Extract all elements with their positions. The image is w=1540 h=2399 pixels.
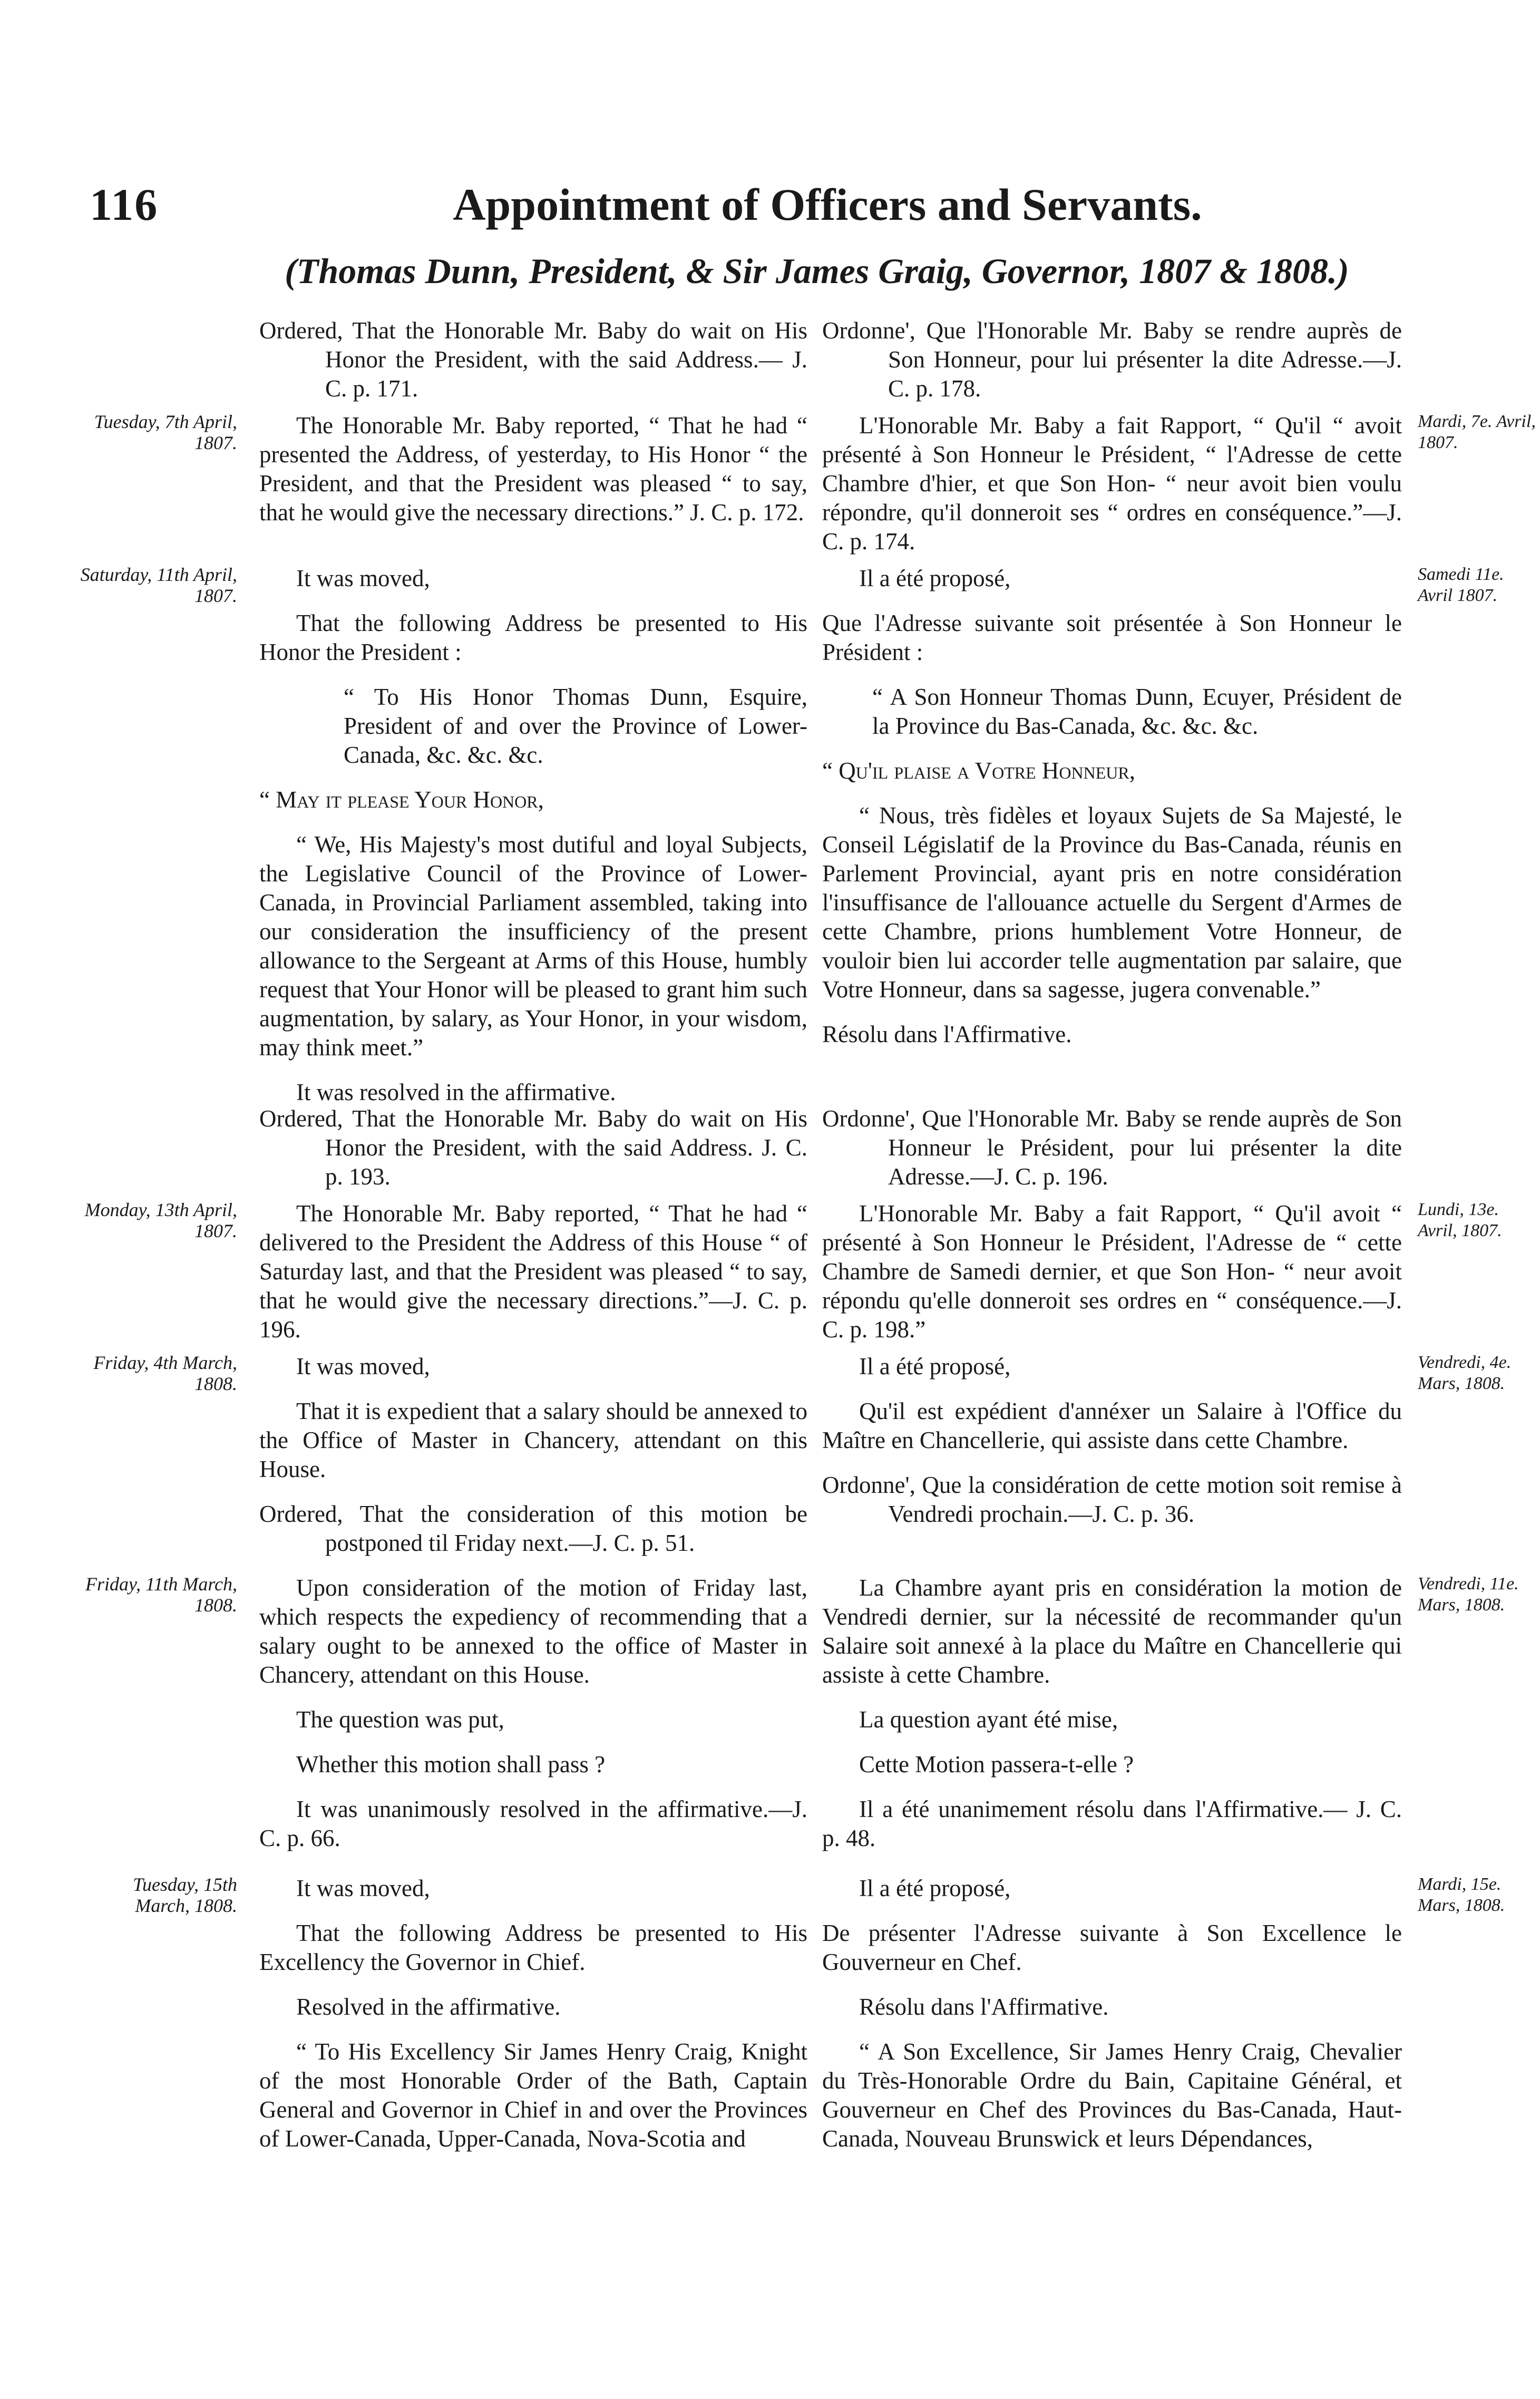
address-body: “ Nous, très fidèles et loyaux Sujets de Sa Majesté, le Conseil Législatif de la Province du Bas-Canada, réunis en Parlement Provincial, ayant pris en notre considération l'insuffisance de l'allouance actuelle du Sergent d'Armes de cette Chambre, prions humblement Votre Honneur, de vouloir bien lui accorder telle augmentation par salaire, que Votre Honneur, dans sa sagesse, jugera convenable.” bbox=[822, 802, 1402, 1003]
order: Ordered, That the consideration of this motion be postponed til Friday next.—J. C. p. 51. bbox=[259, 1501, 807, 1556]
address-heading: “ A Son Honneur Thomas Dunn, Ecuyer, Président de la Province du Bas-Canada, &c. &c. &c. bbox=[872, 684, 1402, 739]
french-column bbox=[822, 1352, 1402, 1529]
paragraph: Que l'Adresse suivante soit présentée à Son Honneur le Président : bbox=[822, 610, 1402, 665]
english-column bbox=[259, 1574, 807, 1853]
page-title: Appointment of Officers and Servants. bbox=[453, 179, 1202, 230]
margin-date-left: Tuesday, 7th April, 1807. bbox=[94, 411, 237, 453]
paragraph: Ordonne', Que l'Honorable Mr. Baby se rendre auprès de Son Honneur, pour lui présenter la dite Adresse.—J. C. p. 178. bbox=[822, 317, 1402, 402]
margin-date-left: Friday, 4th March, 1808. bbox=[93, 1352, 237, 1394]
english-column bbox=[259, 1104, 807, 1191]
english-column bbox=[259, 411, 807, 527]
address-heading: “ To His Honor Thomas Dunn, Esquire, President of and over the Province of Lower-Canada, &c. &c. &c. bbox=[344, 684, 807, 768]
paragraph: Cette Motion passera-t-elle ? bbox=[859, 1751, 1134, 1778]
margin-date-right: Mardi, 7e. Avril, 1807. bbox=[1418, 412, 1536, 452]
resolution: Résolu dans l'Affirmative. bbox=[822, 1021, 1072, 1047]
paragraph: Il a été proposé, bbox=[859, 565, 1011, 591]
english-column bbox=[259, 316, 807, 403]
paragraph: Ordonne', Que l'Honorable Mr. Baby se rende auprès de Son Honneur le Président, pour lui présenter la dite Adresse.—J. C. p. 196. bbox=[822, 1105, 1402, 1190]
resolution: Resolved in the affirmative. bbox=[296, 1994, 561, 2020]
paragraph: It was moved, bbox=[296, 1353, 430, 1380]
paragraph: It was moved, bbox=[296, 565, 430, 591]
margin-date-right: Vendredi, 11e. Mars, 1808. bbox=[1418, 1574, 1519, 1615]
english-column bbox=[259, 1874, 807, 2153]
paragraph: Qu'il est expédient d'annéxer un Salaire à l'Office du Maître en Chancellerie, qui assiste dans cette Chambre. bbox=[822, 1398, 1402, 1453]
paragraph: La Chambre ayant pris en considération la motion de Vendredi dernier, sur la nécessité de recommander qu'un Salaire soit annexé à la place du Maître en Chancellerie qui assiste à cette Chambre. bbox=[822, 1575, 1402, 1688]
paragraph: L'Honorable Mr. Baby a fait Rapport, “ Qu'il “ avoit présenté à Son Honneur le Président, “ l'Adresse de cette Chambre d'hier, et que Son Hon- “ neur avoit bien voulu répondre, qu'il donneroit ses “ ordres en conséquence.”—J. C. p. 174. bbox=[822, 412, 1402, 555]
address-body: “ We, His Majesty's most dutiful and loyal Subjects, the Legislative Council of the Province of Lower-Canada, in Provincial Parliament assembled, taking into our consideration the insufficiency of the present allowance to the Sergeant at Arms of this House, humbly request that Your Honor will be pleased to grant him such augmentation, by salary, as Your Honor, in your wisdom, may think meet.” bbox=[259, 831, 807, 1061]
margin-date-left: Friday, 11th March, 1808. bbox=[85, 1574, 237, 1616]
margin-date-right: Lundi, 13e. Avril, 1807. bbox=[1418, 1200, 1502, 1240]
paragraph: Ordered, That the Honorable Mr. Baby do wait on His Honor the President, with the said Address. J. C. p. 193. bbox=[259, 1105, 807, 1190]
margin-date-right: Vendredi, 4e. Mars, 1808. bbox=[1418, 1353, 1512, 1393]
paragraph: The Honorable Mr. Baby reported, “ That he had “ delivered to the President the Address of this House “ of Saturday last, and that the President was pleased “ to say, that he would give the necessary directions.”—J. C. p. 196. bbox=[259, 1200, 807, 1343]
paragraph: L'Honorable Mr. Baby a fait Rapport, “ Qu'il avoit “ présenté à Son Honneur le Président, l'Adresse de “ cette Chambre de Samedi dernier, et que Son Hon- “ neur avoit répondu qu'elle donneroit ses ordres en “ conséquence.—J. C. p. 198.” bbox=[822, 1200, 1402, 1343]
french-column bbox=[822, 316, 1402, 403]
page-number: 116 bbox=[90, 179, 159, 230]
paragraph: Upon consideration of the motion of Friday last, which respects the expediency of recommending that a salary ought to be annexed to the office of Master in Chancery, attendant on this House. bbox=[259, 1575, 807, 1688]
resolution: It was unanimously resolved in the affirmative.—J. C. p. 66. bbox=[259, 1796, 807, 1851]
margin-date-left: Monday, 13th April, 1807. bbox=[84, 1199, 237, 1241]
margin-date-right: Samedi 11e. Avril 1807. bbox=[1418, 565, 1504, 605]
address-heading: “ To His Excellency Sir James Henry Craig, Knight of the most Honorable Order of the Bath, Captain General and Governor in Chief in and over the Provinces of Lower-Canada, Upper-Canada, Nova-Scotia and bbox=[259, 2038, 807, 2152]
resolution: Il a été unanimement résolu dans l'Affirmative.— J. C. p. 48. bbox=[822, 1796, 1402, 1851]
paragraph: Ordered, That the Honorable Mr. Baby do wait on His Honor the President, with the said Address.— J. C. p. 171. bbox=[259, 317, 807, 402]
paragraph: It was moved, bbox=[296, 1875, 430, 1901]
french-column bbox=[822, 1199, 1402, 1344]
resolution: It was resolved in the affirmative. bbox=[296, 1079, 616, 1105]
salutation: “ Qu'il plaise a Votre Honneur, bbox=[822, 757, 1136, 784]
margin-date-right: Mardi, 15e. Mars, 1808. bbox=[1418, 1874, 1505, 1915]
margin-date-left: Tuesday, 15th March, 1808. bbox=[132, 1874, 237, 1916]
paragraph: De présenter l'Adresse suivante à Son Excellence le Gouverneur en Chef. bbox=[822, 1920, 1402, 1975]
salutation: “ May it please Your Honor, bbox=[259, 786, 544, 813]
margin-date-left: Saturday, 11th April, 1807. bbox=[80, 564, 237, 606]
paragraph: Whether this motion shall pass ? bbox=[296, 1751, 606, 1778]
paragraph: The Honorable Mr. Baby reported, “ That he had “ presented the Address, of yesterday, to His Honor “ the President, and that the President was pleased “ to say, that he would give the necessary directions.” J. C. p. 172. bbox=[259, 412, 807, 526]
paragraph: The question was put, bbox=[296, 1706, 504, 1733]
paragraph: Il a été proposé, bbox=[859, 1875, 1011, 1901]
english-column bbox=[259, 564, 807, 1107]
page-subtitle: (Thomas Dunn, President, & Sir James Graig, Governor, 1807 & 1808.) bbox=[285, 251, 1349, 291]
english-column bbox=[259, 1352, 807, 1558]
french-column bbox=[822, 1874, 1402, 2153]
paragraph: La question ayant été mise, bbox=[859, 1706, 1118, 1733]
paragraph: That the following Address be presented to His Honor the President : bbox=[259, 610, 807, 665]
french-column bbox=[822, 411, 1402, 556]
english-column bbox=[259, 1199, 807, 1344]
address-heading: “ A Son Excellence, Sir James Henry Craig, Chevalier du Très-Honorable Ordre du Bain, Capitaine Général, et Gouverneur en Chef des Provinces du Bas-Canada, Haut-Canada, Nouveau Brunswick et leurs Dépendances, bbox=[822, 2038, 1402, 2152]
paragraph: That the following Address be presented to His Excellency the Governor in Chief. bbox=[259, 1920, 807, 1975]
resolution: Résolu dans l'Affirmative. bbox=[859, 1994, 1109, 2020]
paragraph: Il a été proposé, bbox=[859, 1353, 1011, 1380]
french-column bbox=[822, 1104, 1402, 1191]
french-column bbox=[822, 564, 1402, 1049]
order: Ordonne', Que la considération de cette motion soit remise à Vendredi prochain.—J. C. p. 36. bbox=[822, 1472, 1402, 1527]
french-column bbox=[822, 1574, 1402, 1853]
paragraph: That it is expedient that a salary should be annexed to the Office of Master in Chancery, attendant on this House. bbox=[259, 1398, 807, 1482]
